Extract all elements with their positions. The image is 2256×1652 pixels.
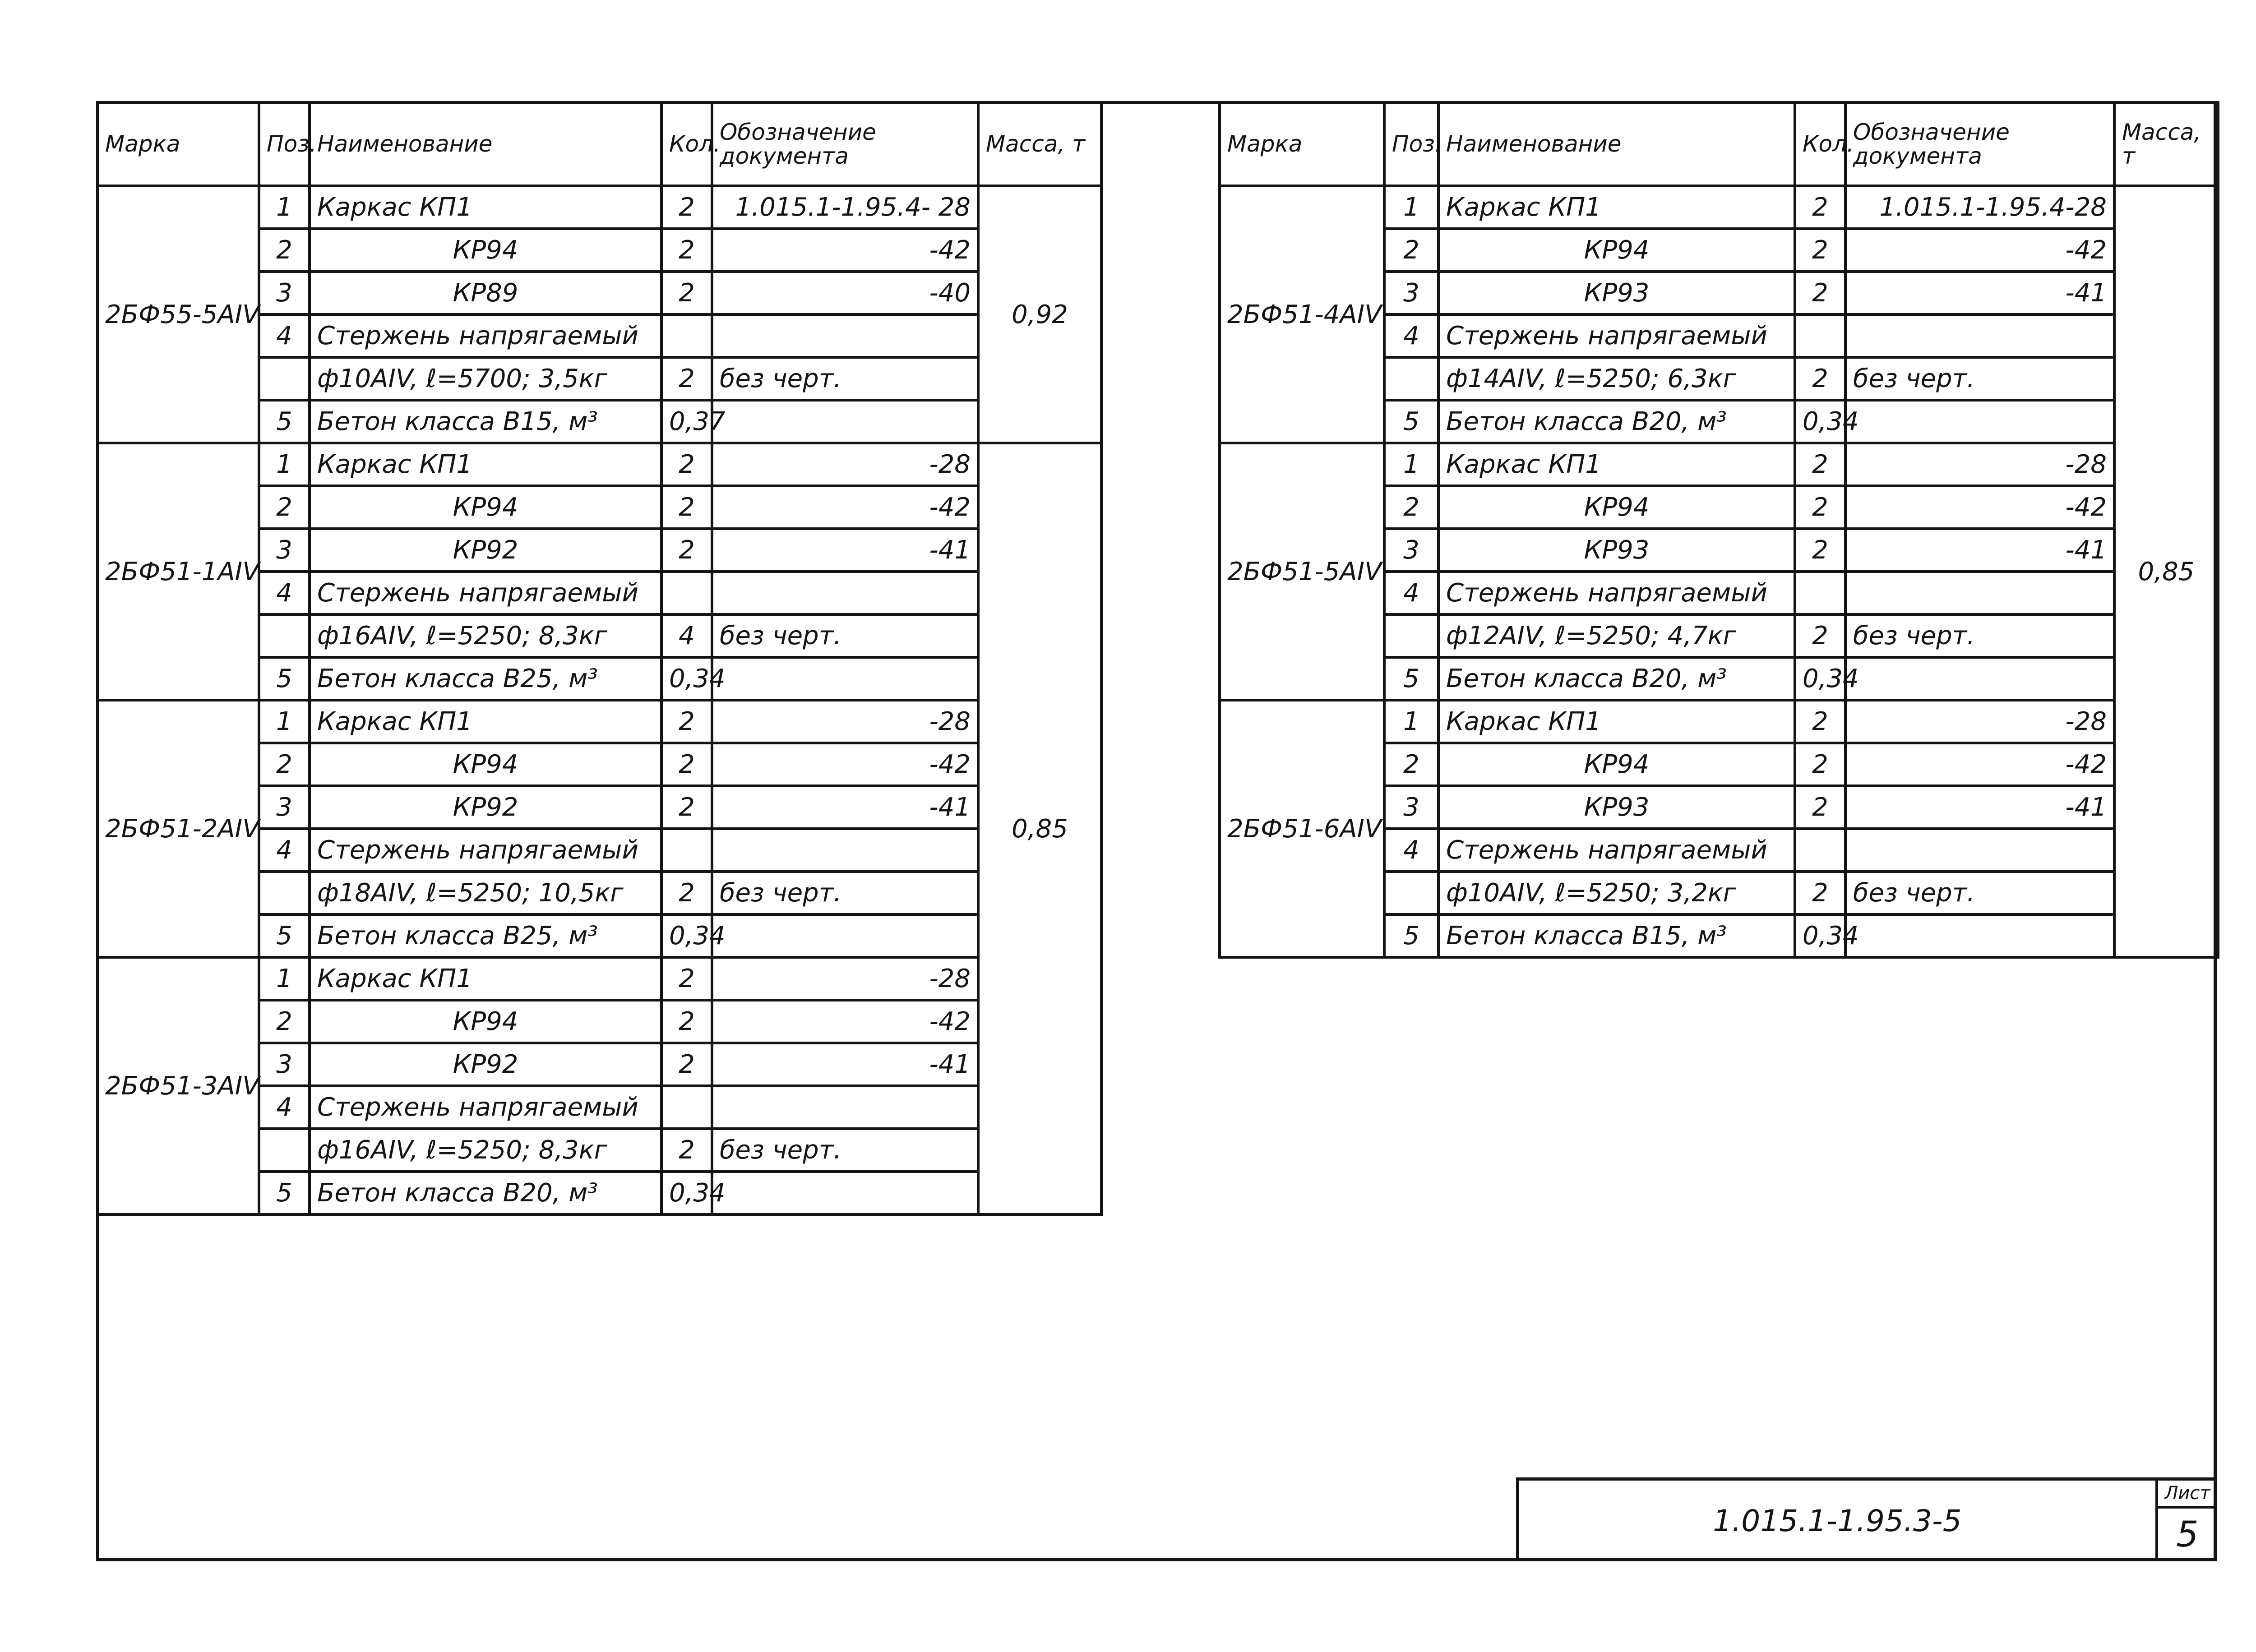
header-mass: Масса, т (978, 102, 1101, 186)
mass-cell: 0,85 (2114, 186, 2218, 957)
table-header-row (1220, 102, 2218, 186)
qty-cell: 0,34 (661, 1172, 712, 1214)
doc-cell: -42 (712, 486, 978, 529)
qty-cell: 2 (661, 186, 712, 229)
qty-cell (661, 829, 712, 872)
name-cell: Стержень напрягаемый (310, 829, 661, 872)
name-cell: ф10АIV, ℓ=5700; 3,5кг (310, 357, 661, 400)
pos-cell: 3 (1384, 786, 1438, 829)
doc-cell: -42 (1845, 743, 2114, 786)
qty-cell: 2 (1795, 529, 1845, 572)
pos-cell: 2 (259, 1000, 310, 1043)
qty-cell (661, 1086, 712, 1129)
qty-cell: 0,37 (661, 400, 712, 443)
qty-cell: 2 (661, 743, 712, 786)
doc-cell: -28 (1845, 443, 2114, 486)
header-doc: Обозначение документа (1845, 102, 2114, 186)
pos-cell: 4 (259, 829, 310, 872)
pos-cell: 5 (1384, 400, 1438, 443)
pos-cell: 5 (1384, 914, 1438, 957)
pos-cell: 1 (1384, 700, 1438, 743)
qty-cell (1795, 572, 1845, 614)
doc-cell: -28 (712, 700, 978, 743)
qty-cell: 2 (661, 357, 712, 400)
doc-cell: -42 (712, 229, 978, 272)
name-cell: ф16АIV, ℓ=5250; 8,3кг (310, 614, 661, 657)
name-cell: Каркас КП1 (1438, 443, 1795, 486)
mark-cell: 2БФ51-4АIV (1220, 186, 1384, 443)
name-cell: Бетон класса В20, м³ (310, 1172, 661, 1214)
qty-cell: 2 (661, 272, 712, 314)
pos-cell: 4 (1384, 314, 1438, 357)
mark-cell: 2БФ51-5АIV (1220, 443, 1384, 700)
doc-cell: без черт. (1845, 614, 2114, 657)
pos-cell: 1 (1384, 443, 1438, 486)
name-cell: КР94 (310, 229, 661, 272)
doc-cell: -41 (712, 1043, 978, 1086)
doc-cell (1845, 314, 2114, 357)
document-code: 1.015.1-1.95.3-5 (1713, 1504, 1962, 1538)
name-cell: КР94 (1438, 486, 1795, 529)
qty-cell: 0,34 (1795, 400, 1845, 443)
header-mark: Марка (1220, 102, 1384, 186)
doc-cell: без черт. (712, 1129, 978, 1172)
name-cell: КР93 (1438, 786, 1795, 829)
qty-cell: 2 (661, 872, 712, 914)
qty-cell: 0,34 (1795, 657, 1845, 700)
pos-cell: 4 (1384, 829, 1438, 872)
name-cell: ф16АIV, ℓ=5250; 8,3кг (310, 1129, 661, 1172)
header-doc: Обозначение документа (712, 102, 978, 186)
name-cell: Бетон класса В15, м³ (310, 400, 661, 443)
name-cell: Бетон класса В15, м³ (1438, 914, 1795, 957)
name-cell: Бетон класса В20, м³ (1438, 400, 1795, 443)
doc-cell: -40 (712, 272, 978, 314)
qty-cell: 2 (661, 1043, 712, 1086)
doc-cell: без черт. (1845, 872, 2114, 914)
doc-cell (712, 829, 978, 872)
doc-cell: -42 (712, 743, 978, 786)
doc-cell (712, 1086, 978, 1129)
pos-cell: 4 (259, 314, 310, 357)
qty-cell: 2 (1795, 357, 1845, 400)
header-qty: Кол. (1795, 102, 1845, 186)
header-pos: Поз. (1384, 102, 1438, 186)
pos-cell: 5 (259, 1172, 310, 1214)
name-cell: Каркас КП1 (1438, 700, 1795, 743)
pos-cell: 4 (1384, 572, 1438, 614)
pos-cell: 1 (259, 443, 310, 486)
pos-cell: 3 (259, 786, 310, 829)
pos-cell: 2 (1384, 229, 1438, 272)
name-cell: Каркас КП1 (1438, 186, 1795, 229)
qty-cell: 2 (661, 486, 712, 529)
name-cell: Стержень напрягаемый (310, 314, 661, 357)
pos-cell: 2 (259, 486, 310, 529)
pos-cell: 5 (259, 657, 310, 700)
name-cell: ф14АIV, ℓ=5250; 6,3кг (1438, 357, 1795, 400)
table-row (97, 957, 1101, 1000)
qty-cell: 2 (661, 700, 712, 743)
pos-cell (1384, 357, 1438, 400)
doc-cell (712, 400, 978, 443)
doc-cell (712, 314, 978, 357)
mark-cell: 2БФ51-3АIV (97, 957, 259, 1214)
qty-cell (1795, 829, 1845, 872)
doc-cell: -41 (1845, 272, 2114, 314)
table-row (97, 700, 1101, 743)
pos-cell: 2 (259, 229, 310, 272)
qty-cell: 0,34 (1795, 914, 1845, 957)
table-header-row (97, 102, 1101, 186)
name-cell: КР94 (310, 743, 661, 786)
doc-cell: без черт. (712, 614, 978, 657)
header-name: Наименование (310, 102, 661, 186)
qty-cell: 2 (1795, 186, 1845, 229)
doc-cell: -28 (712, 957, 978, 1000)
name-cell: ф10АIV, ℓ=5250; 3,2кг (1438, 872, 1795, 914)
mark-cell: 2БФ51-1АIV (97, 443, 259, 700)
name-cell: Стержень напрягаемый (310, 572, 661, 614)
pos-cell (259, 872, 310, 914)
name-cell: КР92 (310, 786, 661, 829)
name-cell: КР92 (310, 1043, 661, 1086)
name-cell: Стержень напрягаемый (1438, 572, 1795, 614)
mark-cell: 2БФ51-2АIV (97, 700, 259, 957)
name-cell: Каркас КП1 (310, 186, 661, 229)
name-cell: Бетон класса В25, м³ (310, 657, 661, 700)
pos-cell (259, 357, 310, 400)
qty-cell: 0,34 (661, 657, 712, 700)
qty-cell: 2 (661, 443, 712, 486)
qty-cell: 2 (661, 786, 712, 829)
table-row (1220, 700, 2218, 743)
pos-cell: 2 (1384, 743, 1438, 786)
pos-cell: 5 (259, 400, 310, 443)
header-pos: Поз. (259, 102, 310, 186)
right-specification-table (1218, 101, 2219, 959)
qty-cell: 0,34 (661, 914, 712, 957)
doc-cell: без черт. (712, 357, 978, 400)
qty-cell (661, 314, 712, 357)
mass-cell: 0,85 (978, 443, 1101, 1214)
name-cell: Каркас КП1 (310, 443, 661, 486)
qty-cell (1795, 314, 1845, 357)
name-cell: ф12АIV, ℓ=5250; 4,7кг (1438, 614, 1795, 657)
pos-cell (1384, 872, 1438, 914)
header-mark: Марка (97, 102, 259, 186)
pos-cell: 3 (259, 272, 310, 314)
pos-cell: 4 (259, 572, 310, 614)
sheet-label: Лист (2158, 1481, 2217, 1509)
doc-cell: 1.015.1-1.95.4-28 (1845, 186, 2114, 229)
doc-cell: без черт. (1845, 357, 2114, 400)
doc-cell (1845, 572, 2114, 614)
qty-cell: 2 (1795, 872, 1845, 914)
qty-cell: 2 (1795, 700, 1845, 743)
name-cell: КР93 (1438, 529, 1795, 572)
name-cell: КР94 (1438, 743, 1795, 786)
title-block (1516, 1477, 2217, 1561)
doc-cell: -28 (1845, 700, 2114, 743)
qty-cell (661, 572, 712, 614)
pos-cell: 2 (1384, 486, 1438, 529)
pos-cell: 1 (259, 957, 310, 1000)
doc-cell: -41 (712, 786, 978, 829)
qty-cell: 2 (661, 1000, 712, 1043)
doc-cell (1845, 400, 2114, 443)
qty-cell: 4 (661, 614, 712, 657)
name-cell: Каркас КП1 (310, 957, 661, 1000)
qty-cell: 2 (1795, 443, 1845, 486)
qty-cell: 2 (1795, 486, 1845, 529)
doc-cell: 1.015.1-1.95.4- 28 (712, 186, 978, 229)
pos-cell (259, 614, 310, 657)
table-row (97, 186, 1101, 229)
name-cell: Каркас КП1 (310, 700, 661, 743)
left-specification-table (96, 101, 1103, 1216)
doc-cell: -42 (712, 1000, 978, 1043)
doc-cell: -42 (1845, 229, 2114, 272)
pos-cell: 1 (259, 700, 310, 743)
qty-cell: 2 (661, 229, 712, 272)
pos-cell: 1 (259, 186, 310, 229)
doc-cell: -41 (712, 529, 978, 572)
name-cell: Бетон класса В25, м³ (310, 914, 661, 957)
pos-cell (259, 1129, 310, 1172)
mass-cell: 0,92 (978, 186, 1101, 443)
qty-cell: 2 (661, 529, 712, 572)
name-cell: ф18АIV, ℓ=5250; 10,5кг (310, 872, 661, 914)
table-row (1220, 186, 2218, 229)
pos-cell: 3 (1384, 529, 1438, 572)
doc-cell: -41 (1845, 529, 2114, 572)
qty-cell: 2 (1795, 786, 1845, 829)
pos-cell: 3 (259, 529, 310, 572)
name-cell: Бетон класса В20, м³ (1438, 657, 1795, 700)
table-row (1220, 443, 2218, 486)
doc-cell (712, 657, 978, 700)
name-cell: Стержень напрягаемый (310, 1086, 661, 1129)
qty-cell: 2 (1795, 743, 1845, 786)
pos-cell: 3 (259, 1043, 310, 1086)
doc-cell: -41 (1845, 786, 2114, 829)
doc-cell: -28 (712, 443, 978, 486)
name-cell: КР89 (310, 272, 661, 314)
pos-cell (1384, 614, 1438, 657)
doc-cell: без черт. (712, 872, 978, 914)
qty-cell: 2 (1795, 229, 1845, 272)
qty-cell: 2 (661, 1129, 712, 1172)
name-cell: КР94 (1438, 229, 1795, 272)
doc-cell (712, 572, 978, 614)
doc-cell (712, 1172, 978, 1214)
header-qty: Кол. (661, 102, 712, 186)
doc-cell: -42 (1845, 486, 2114, 529)
header-name: Наименование (1438, 102, 1795, 186)
name-cell: КР94 (310, 1000, 661, 1043)
qty-cell: 2 (661, 957, 712, 1000)
name-cell: КР94 (310, 486, 661, 529)
pos-cell: 4 (259, 1086, 310, 1129)
doc-cell (712, 914, 978, 957)
pos-cell: 2 (259, 743, 310, 786)
doc-cell (1845, 829, 2114, 872)
qty-cell: 2 (1795, 614, 1845, 657)
header-mass: Масса, т (2114, 102, 2218, 186)
name-cell: Стержень напрягаемый (1438, 314, 1795, 357)
doc-cell (1845, 657, 2114, 700)
table-row (97, 443, 1101, 486)
mark-cell: 2БФ51-6АIV (1220, 700, 1384, 957)
mark-cell: 2БФ55-5АIV (97, 186, 259, 443)
name-cell: Стержень напрягаемый (1438, 829, 1795, 872)
name-cell: КР92 (310, 529, 661, 572)
pos-cell: 5 (1384, 657, 1438, 700)
sheet-box (2155, 1481, 2217, 1561)
qty-cell: 2 (1795, 272, 1845, 314)
sheet-number: 5 (2176, 1514, 2199, 1555)
doc-cell (1845, 914, 2114, 957)
pos-cell: 5 (259, 914, 310, 957)
pos-cell: 3 (1384, 272, 1438, 314)
name-cell: КР93 (1438, 272, 1795, 314)
pos-cell: 1 (1384, 186, 1438, 229)
